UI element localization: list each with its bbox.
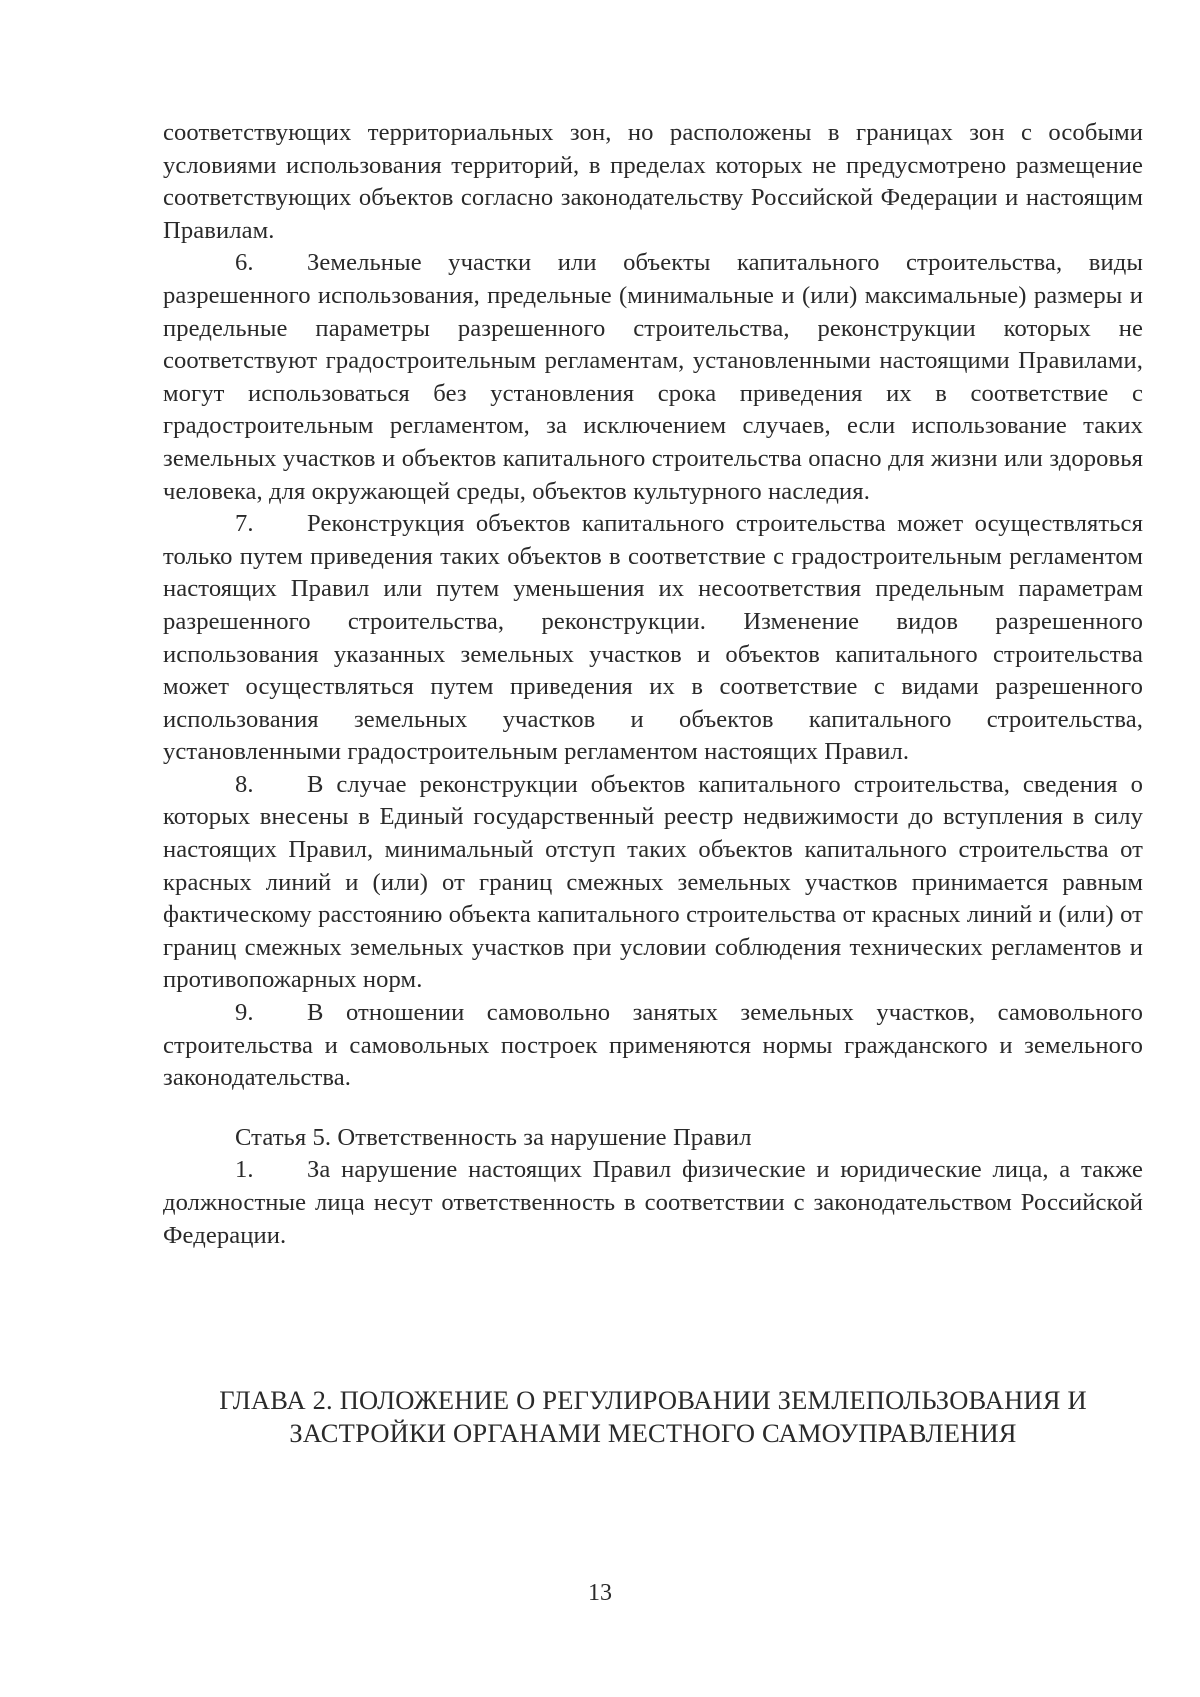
chapter-2-title: ГЛАВА 2. ПОЛОЖЕНИЕ О РЕГУЛИРОВАНИИ ЗЕМЛЕПОЛЬЗОВАНИЯ И ЗАСТРОЙКИ ОРГАНАМИ МЕСТНОГО САМОУПРАВЛЕНИЯ xyxy=(219,1385,1087,1448)
paragraph-8-text: В случае реконструкции объектов капитального строительства, сведения о которых внесены в Единый государственный реестр недвижимости до вступления в силу настоящих Правил, минимальный отступ таких объектов капитального строительства от красных линий и (или) от границ смежных земельных участков принимается равным фактическому расстоянию объекта капитального строительства от красных линий и (или) от границ смежных земельных участков при условии соблюдения технических регламентов и противопожарных норм. xyxy=(163,770,1143,994)
article-5-paragraph-1-text: За нарушение настоящих Правил физические и юридические лица, а также должностные лица несут ответственность в соответствии с законодательством Российской Федерации. xyxy=(163,1156,1143,1249)
paragraph-9 xyxy=(163,997,1143,1095)
page-number: 13 xyxy=(588,1580,612,1606)
article-5-paragraph-1-number: 1. xyxy=(235,1156,254,1184)
paragraph-9-number: 9. xyxy=(235,999,254,1027)
article-5-title: Статья 5. Ответственность за нарушение Правил xyxy=(235,1123,752,1151)
paragraph-7-number: 7. xyxy=(235,510,254,538)
paragraph-7-text: Реконструкция объектов капитального строительства может осуществляться только путем приведения таких объектов в соответствие с градостроительным регламентом настоящих Правил или путем уменьшения их несоответствия предельным параметрам разрешенного строительства, реконструкции. Изменение видов разрешенного использования указанных земельных участков и объектов капитального строительства может осуществляться путем приведения их в соответствие с видами разрешенного использования земельных участков и объектов капитального строительства, установленными градостроительным регламентом настоящих Правил. xyxy=(163,510,1143,766)
paragraph-8 xyxy=(163,769,1143,997)
paragraph-6-text: Земельные участки или объекты капитального строительства, виды разрешенного использования, предельные (минимальные и (или) максимальные) размеры и предельные параметры разрешенного строительства, реконструкции которых не соответствуют градостроительным регламентам, установленными настоящими Правилами, могут использоваться без установления срока приведения их в соответствие с градостроительным регламентом, за исключением случаев, если использование таких земельных участков и объектов капитального строительства опасно для жизни или здоровья человека, для окружающей среды, объектов культурного наследия. xyxy=(163,249,1143,505)
paragraph-6 xyxy=(163,247,1143,508)
document-body xyxy=(163,117,1143,1252)
paragraph-7 xyxy=(163,508,1143,769)
paragraph-continuation: соответствующих территориальных зон, но расположены в границах зон с особыми условиями использования территорий, в пределах которых не предусмотрено размещение соответствующих объектов согласно законодательству Российской Федерации и настоящим Правилам. xyxy=(163,119,1143,244)
paragraph-9-text: В отношении самовольно занятых земельных участков, самовольного строительства и самовольных построек применяются нормы гражданского и земельного законодательства. xyxy=(163,999,1143,1092)
article-5-paragraph-1 xyxy=(163,1154,1143,1252)
paragraph-8-number: 8. xyxy=(235,770,254,798)
paragraph-6-number: 6. xyxy=(235,249,254,277)
